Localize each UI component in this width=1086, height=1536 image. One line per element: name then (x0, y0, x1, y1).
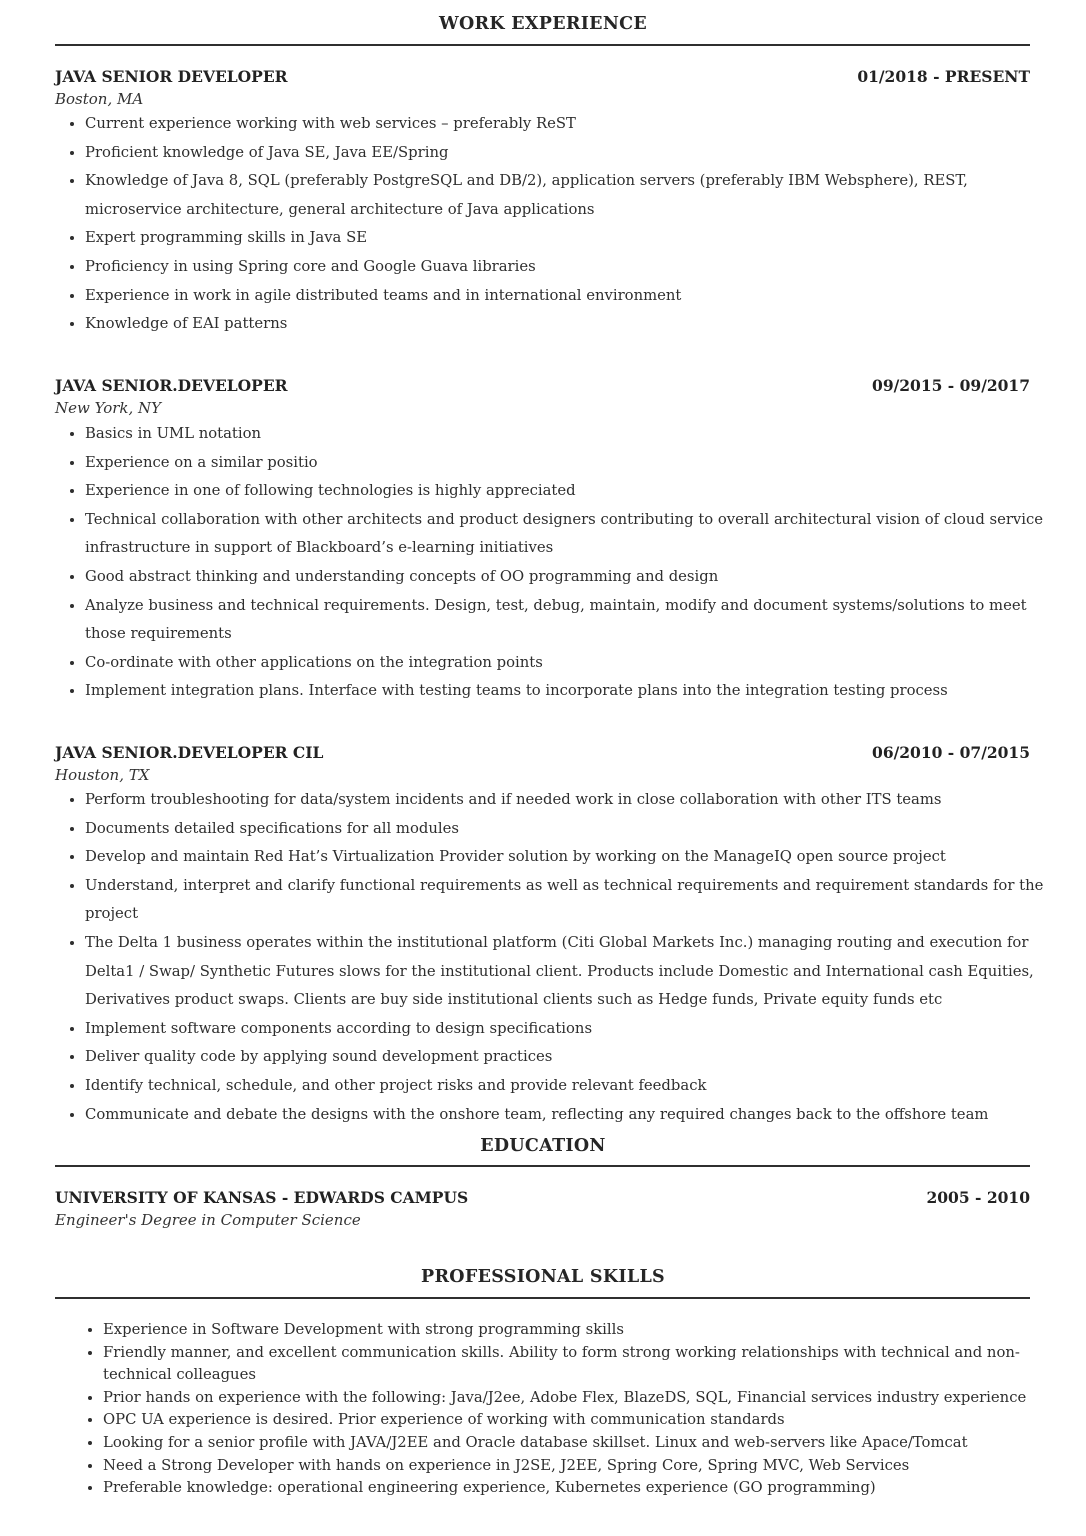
work-experience-divider (55, 44, 1030, 46)
job-header (55, 376, 1030, 398)
list-item: • Preferable knowledge: operational engineering experience, Kubernetes experience (GO programming) (103, 1477, 1048, 1500)
job-bullets (55, 786, 1045, 1129)
job-bullets (55, 420, 1045, 706)
list-item: • Co-ordinate with other applications on the integration points (85, 649, 1045, 678)
job-dates: 06/2010 - 07/2015 (872, 743, 1030, 762)
list-item: • Analyze business and technical requirements. Design, test, debug, maintain, modify and document systems/solutions to meet those requirements (85, 592, 1045, 649)
skills-divider (55, 1297, 1030, 1299)
list-item: • Develop and maintain Red Hat’s Virtualization Provider solution by working on the ManageIQ open source project (85, 843, 1045, 872)
skills-heading: PROFESSIONAL SKILLS (421, 1267, 665, 1287)
list-item: • Deliver quality code by applying sound development practices (85, 1043, 1045, 1072)
skills-list (73, 1319, 1048, 1500)
list-item: • Technical collaboration with other architects and product designers contributing to overall architectural vision of cloud service infrastructure in support of Blackboard’s e-learning initiatives (85, 506, 1045, 563)
education-heading: EDUCATION (480, 1136, 606, 1156)
school-name: UNIVERSITY OF KANSAS - EDWARDS CAMPUS (55, 1188, 469, 1207)
education-divider (55, 1165, 1030, 1167)
list-item: • Looking for a senior profile with JAVA/J2EE and Oracle database skillset. Linux and web-servers like Apace/Tomcat (103, 1432, 1048, 1455)
list-item: • Implement integration plans. Interface with testing teams to incorporate plans into the integration testing process (85, 677, 1045, 706)
list-item: • The Delta 1 business operates within the institutional platform (Citi Global Markets Inc.) managing routing and execution for Delta1 / Swap/ Synthetic Futures slows for the institutional client. Products include Domestic and International cash Equities, Derivatives product swaps. Clients are buy side institutional clients such as Hedge funds, Private equity funds etc (85, 929, 1045, 1015)
list-item: • Expert programming skills in Java SE (85, 224, 1045, 253)
education-dates: 2005 - 2010 (926, 1188, 1030, 1207)
list-item: • Prior hands on experience with the following: Java/J2ee, Adobe Flex, BlazeDS, SQL, Financial services industry experience (103, 1387, 1048, 1410)
work-experience-heading: WORK EXPERIENCE (439, 14, 647, 34)
job-title: JAVA SENIOR.DEVELOPER (55, 376, 288, 395)
education-header (55, 1188, 1030, 1210)
list-item: • Experience in one of following technologies is highly appreciated (85, 477, 1045, 506)
job-bullets (55, 110, 1045, 339)
list-item: • Knowledge of Java 8, SQL (preferably PostgreSQL and DB/2), application servers (preferably IBM Websphere), REST, microservice architecture, general architecture of Java applications (85, 167, 1045, 224)
list-item: • Basics in UML notation (85, 420, 1045, 449)
job-header (55, 743, 1030, 765)
list-item: • Current experience working with web services – preferably ReST (85, 110, 1045, 139)
job-location: Houston, TX (55, 766, 150, 784)
list-item: • Need a Strong Developer with hands on experience in J2SE, J2EE, Spring Core, Spring MVC, Web Services (103, 1455, 1048, 1478)
list-item: • Friendly manner, and excellent communication skills. Ability to form strong working relationships with technical and non-technical colleagues (103, 1342, 1048, 1387)
list-item: • Experience in work in agile distributed teams and in international environment (85, 282, 1045, 311)
list-item: • Perform troubleshooting for data/system incidents and if needed work in close collaboration with other ITS teams (85, 786, 1045, 815)
list-item: • Experience on a similar positio (85, 449, 1045, 478)
job-location: New York, NY (55, 399, 162, 417)
list-item: • Understand, interpret and clarify functional requirements as well as technical requirements and requirement standards for the project (85, 872, 1045, 929)
list-item: • Proficient knowledge of Java SE, Java EE/Spring (85, 139, 1045, 168)
job-header (55, 67, 1030, 89)
job-location: Boston, MA (55, 90, 144, 108)
job-dates: 01/2018 - PRESENT (857, 67, 1030, 86)
list-item: • Implement software components according to design specifications (85, 1015, 1045, 1044)
list-item: • Knowledge of EAI patterns (85, 310, 1045, 339)
job-title: JAVA SENIOR.DEVELOPER CIL (55, 743, 324, 762)
list-item: • Proficiency in using Spring core and Google Guava libraries (85, 253, 1045, 282)
job-dates: 09/2015 - 09/2017 (872, 376, 1030, 395)
list-item: • Documents detailed specifications for all modules (85, 815, 1045, 844)
list-item: • Identify technical, schedule, and other project risks and provide relevant feedback (85, 1072, 1045, 1101)
degree: Engineer's Degree in Computer Science (55, 1211, 361, 1229)
job-title: JAVA SENIOR DEVELOPER (55, 67, 288, 86)
list-item: • Experience in Software Development with strong programming skills (103, 1319, 1048, 1342)
list-item: • Good abstract thinking and understanding concepts of OO programming and design (85, 563, 1045, 592)
list-item: • Communicate and debate the designs with the onshore team, reflecting any required changes back to the offshore team (85, 1101, 1045, 1130)
list-item: • OPC UA experience is desired. Prior experience of working with communication standards (103, 1409, 1048, 1432)
